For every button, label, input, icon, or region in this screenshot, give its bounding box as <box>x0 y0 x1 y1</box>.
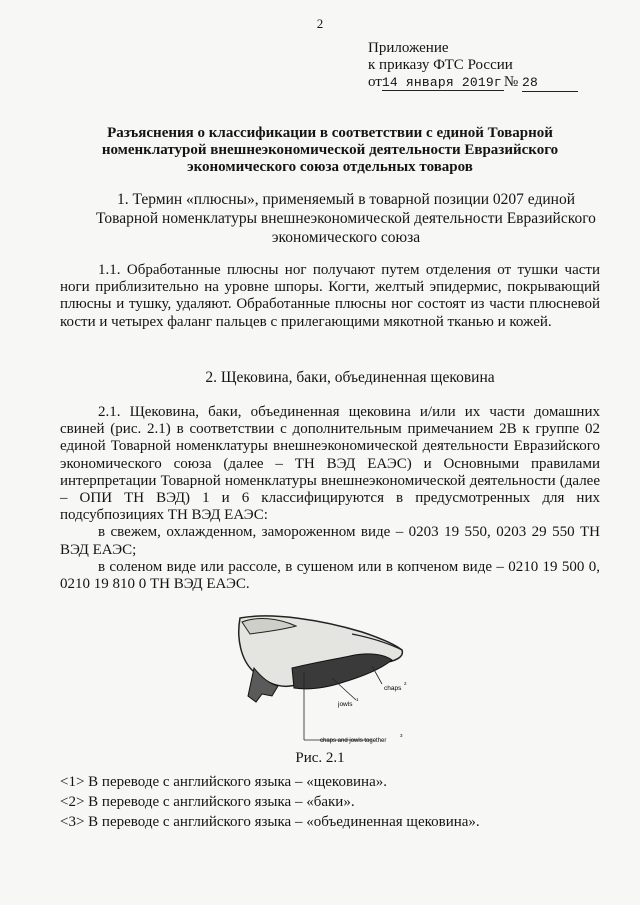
label-jowls: jowls <box>338 701 353 708</box>
section1-title: 1. Термин «плюсны», применяемый в товарной позиции 0207 единой Товарной номенклатуры внешнеэкономической деятельности Евразийского экономического союза <box>96 191 596 246</box>
annex-date: 14 января 2019г <box>381 75 502 90</box>
footnote-2: <2> В переводе с английского языка – «баки». <box>60 794 355 810</box>
annex-date-line <box>368 74 578 92</box>
section1-paragraph-text: 1.1. Обработанные плюсны ног получают путем отделения от тушки части ноги приблизительно на уровне шпоры. Когти, желтый эпидермис, покрывающий плюсны и тушку, удаляют. Обработанные плюсны ног состоят из части плюсневой кости и четырех фаланг пальцев с прилегающими мякотной тканью и кожей. <box>60 262 600 330</box>
pig-head-figure <box>232 610 412 745</box>
footnote-3: <3> В переводе с английского языка – «объединенная щековина». <box>60 814 480 830</box>
annex-number: 28 <box>522 74 578 92</box>
page-number: 2 <box>316 16 324 31</box>
section2-body <box>60 404 600 593</box>
section2-paragraph: 2.1. Щековина, баки, объединенная щековина и/или их части домашних свиней (рис. 2.1) в соответствии с дополнительным примечанием 2В к группе 02 единой Товарной номенклатуры внешнеэкономической деятельности Евразийского экономического союза (далее – ТН ВЭД ЕАЭС) и Основными правилами интерпретации Товарной номенклатуры внешнеэкономической деятельности (далее – ОПИ ТН ВЭД) 1 и 6 классифицируются в предусмотренных для них подсубпозициях ТН ВЭД ЕАЭС: <box>60 404 600 524</box>
footnote-1: <1> В переводе с английского языка – «щековина». <box>60 774 387 790</box>
section2-item-salted: в соленом виде или рассоле, в сушеном или в копченом виде – 0210 19 500 0, 0210 19 810 0 ТН ВЭД ЕАЭС. <box>60 558 600 593</box>
label-chaps-jowls-together: chaps and jowls together <box>320 738 387 744</box>
section1-paragraph <box>60 262 600 331</box>
annex-number-sign: № <box>503 74 519 90</box>
label-jowls-sup: 1 <box>356 697 359 702</box>
main-title: Разъяснения о классификации в соответствии с единой Товарной номенклатурой внешнеэкономической деятельности Евразийского экономического союза отдельных товаров <box>101 125 559 175</box>
annex-from-prefix: от <box>368 74 382 90</box>
footnotes <box>60 772 480 832</box>
annex-line1: Приложение <box>368 40 449 56</box>
section2-title: 2. Щековина, баки, объединенная щековина <box>205 369 495 386</box>
section2-item-fresh: в свежем, охлажденном, замороженном виде – 0203 19 550, 0203 29 550 ТН ВЭД ЕАЭС; <box>60 524 600 558</box>
pig-head-drawing <box>232 610 412 745</box>
annex-line2: к приказу ФТС России <box>368 57 513 73</box>
label-chaps-sup: 2 <box>404 681 407 686</box>
label-chaps: chaps <box>384 685 402 692</box>
figure-caption: Рис. 2.1 <box>295 750 345 766</box>
annex-block <box>368 40 578 92</box>
label-together-sup: 3 <box>400 733 403 738</box>
